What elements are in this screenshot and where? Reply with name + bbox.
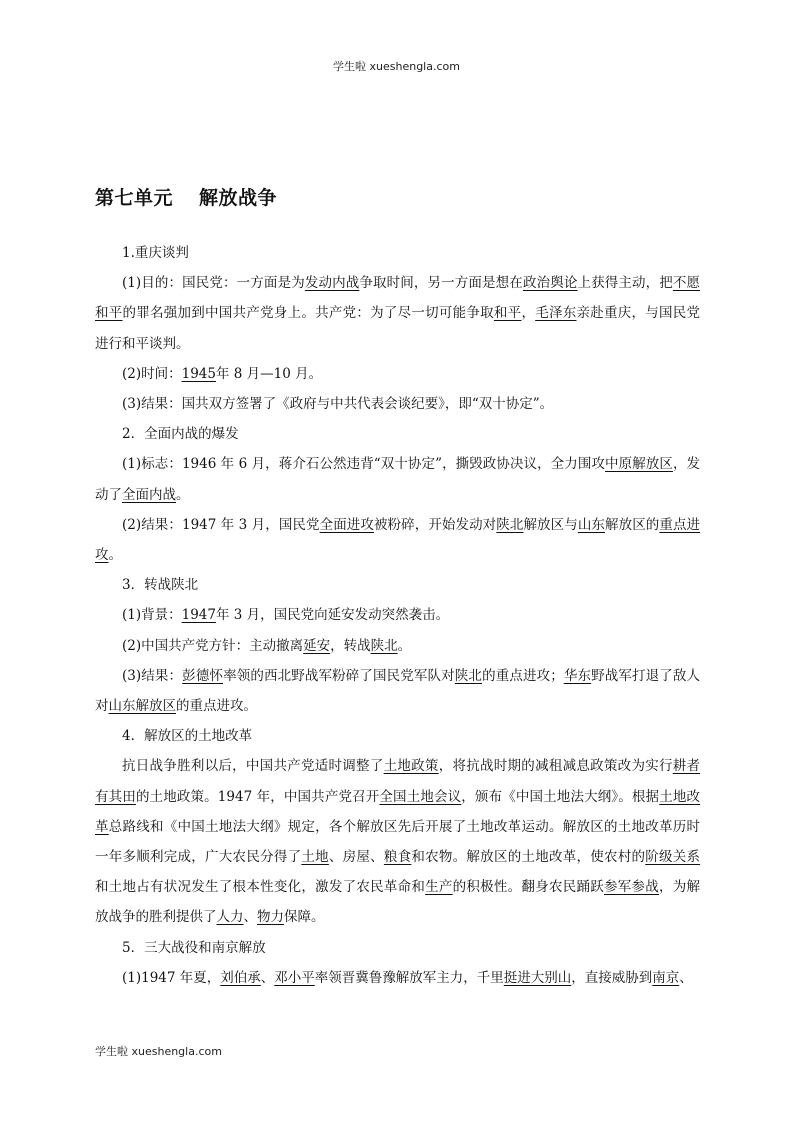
text-segment: 、 [260,969,275,986]
underlined-answer: 陕北 [370,637,398,654]
paragraph-s1-2 [95,359,700,389]
paragraph-s3-2 [95,631,700,661]
underlined-answer: 陕北 [496,516,524,533]
underlined-answer: 1947 [181,607,216,624]
text-segment: ，为解放战争的胜利提供了 [95,879,701,926]
underlined-answer: 山东 [577,516,606,533]
paragraph-s5 [95,933,700,963]
paragraph-s3-1 [95,600,700,630]
text-segment: 争取时间，另一方面是想在 [359,275,523,292]
text-segment: (1)背景： [122,607,182,624]
underlined-answer: 生产 [425,879,453,896]
text-segment: ，颁布《中国土地法大纲》。根据 [461,788,660,805]
underlined-answer: 土地 [301,849,329,866]
text-segment: (1)1947 年夏， [122,969,221,986]
text-segment: (2)中国共产党方针：主动撤离 [122,637,304,654]
paragraph-s1-1 [95,268,700,359]
underlined-answer: 发动内战 [304,275,360,292]
text-segment: 。 [108,547,122,564]
paragraph-s5-1 [95,963,700,993]
text-segment: 4．解放区的土地改革 [122,728,253,745]
underlined-answer: 挺进大别山 [503,969,572,986]
text-segment: 解放区的 [605,516,660,533]
underlined-answer: 山东解放区 [108,698,176,715]
text-segment: 的罪名强加到中国共产党身上。共产党：为了尽一切可能争取 [122,305,494,322]
underlined-answer: 彭德怀 [182,667,224,684]
text-segment: 的重点进攻。 [176,698,257,715]
text-segment: 抗日战争胜利以后，中国共产党适时调整了 [122,758,384,775]
text-segment: 解放区与 [523,516,578,533]
text-segment: 亲赴重庆，与国民党进行和平谈判。 [95,305,701,352]
underlined-answer: 华东 [563,667,592,684]
text-segment: (2)结果：1947 年 3 月，国民党 [122,516,320,533]
underlined-answer: 全面进攻 [319,516,374,533]
underlined-answer: 粮食 [383,849,412,866]
underlined-answer: 毛泽东 [535,305,577,322]
text-segment: 年 8 月—10 月。 [215,365,323,382]
text-segment: 的积极性。翻身农民踊跃 [452,879,604,896]
text-segment: ，转战 [330,637,371,654]
text-segment: 2．全面内战的爆发 [122,426,239,443]
text-segment: 、房屋、 [328,849,384,866]
underlined-answer: 陕北 [454,667,483,684]
underlined-answer: 政治舆论 [522,275,578,292]
text-segment: ，发动了 [95,456,701,503]
underlined-answer: 1945 [181,365,216,382]
underlined-answer: 全国土地会议 [379,788,462,805]
text-segment: ， [521,305,536,322]
underlined-answer: 南京 [652,969,680,986]
text-segment: 率领晋冀鲁豫解放军主力，千里 [314,969,504,986]
underlined-answer: 土地改革 [95,788,701,835]
underlined-answer: 邓小平 [274,969,315,986]
paragraph-s1 [95,238,700,268]
underlined-answer: 人力 [216,909,244,926]
paragraph-s2-1 [95,449,700,509]
text-segment: 被粉碎，开始发动对 [373,516,497,533]
text-segment: ，将抗战时期的减租减息政策改为实行 [438,758,673,775]
text-segment: (3)结果：国共双方签署了《政府与中共代表会谈纪要》，即“双十协定”。 [122,396,554,413]
text-segment: 和农物。解放区的土地改革，使农村的 [411,849,646,866]
text-segment: 、 [243,909,257,926]
text-segment: 保障。 [284,909,325,926]
unit-label: 第七单元 [95,187,174,209]
text-segment: 和土地占有状况发生了根本性变化，激发了农民革命和 [95,879,426,896]
paragraph-s3 [95,570,700,600]
text-segment: ，直接威胁到 [571,969,653,986]
text-segment: 的土地政策。1947 年，中国共产党召开 [135,788,380,805]
text-segment: (1)目的：国民党：一方面是为 [122,275,305,292]
text-segment: 率领的西北野战军粉碎了国民党军队对 [223,667,455,684]
underlined-answer: 耕者有其田 [95,758,701,805]
text-segment: (2)时间： [122,365,182,382]
text-segment: 3．转战陕北 [122,577,199,594]
paragraph-s3-3 [95,661,700,721]
document-body [95,238,700,993]
underlined-answer: 中原解放区 [605,456,673,473]
text-segment: 总路线和《中国土地法大纲》规定，各个解放区先后开展了土地改革运动。解放区的土地改革历时一年多顺利完成，广大农民分得了 [95,818,701,866]
underlined-answer: 延安 [303,637,331,654]
underlined-answer: 土地政策 [383,758,439,775]
underlined-answer: 参军参战 [603,879,660,896]
unit-topic: 解放战争 [199,187,278,209]
text-segment: 、 [679,969,693,986]
text-segment: 的重点进攻； [482,667,564,684]
page-title [95,183,277,210]
page-footer: 学生啦 xueshengla.com [95,1045,222,1058]
paragraph-s1-3 [95,389,700,419]
paragraph-s2 [95,419,700,449]
underlined-answer: 重点进攻 [95,516,701,564]
text-segment: 年 3 月，国民党向延安发动突然袭击。 [215,607,450,624]
text-segment: 。 [397,637,412,654]
underlined-answer: 全面内战 [122,486,176,503]
paragraph-s2-2 [95,510,700,570]
text-segment: (1)标志：1946 年 6 月，蒋介石公然违背“双十协定”，撕毁政协决议，全力围攻 [122,456,606,473]
paragraph-s4 [95,721,700,751]
underlined-answer: 和平 [493,305,522,322]
underlined-answer: 阶级关系 [645,849,701,866]
text-segment: 1.重庆谈判 [122,245,189,261]
underlined-answer: 不愿和平 [95,275,701,322]
text-segment: 野战军打退了敌人对 [95,667,701,715]
text-segment: (3)结果： [122,667,183,684]
paragraph-s4-1 [95,751,700,932]
text-segment: 上获得主动，把 [577,275,673,292]
page-header: 学生啦 xueshengla.com [333,60,460,73]
text-segment: 。 [176,486,190,503]
text-segment: 5．三大战役和南京解放 [122,939,266,956]
underlined-answer: 物力 [257,909,284,926]
underlined-answer: 刘伯承 [220,969,261,986]
